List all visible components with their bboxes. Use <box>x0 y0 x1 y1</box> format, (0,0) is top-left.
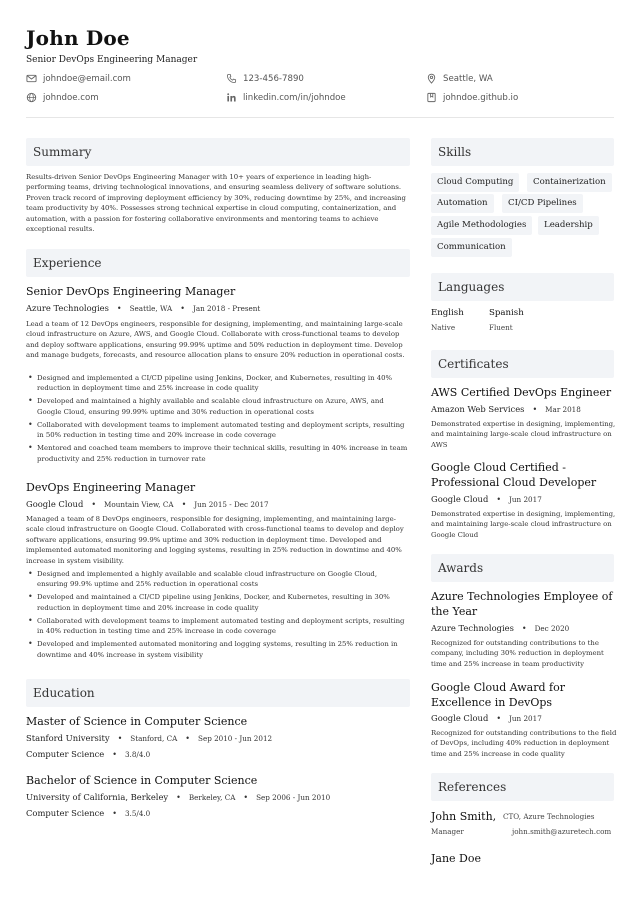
awards-heading: Awards <box>431 554 614 582</box>
experience-heading: Experience <box>26 249 410 277</box>
list-item: • Collaborated with development teams to implement automated testing and deployment scripts, resulting in 50% reduction in testing time and 20% increase in code coverage <box>26 420 410 441</box>
separator-dot: • <box>117 733 123 743</box>
skill-chip: Automation <box>431 194 494 213</box>
header-divider <box>26 117 614 118</box>
education-meta <box>26 792 330 802</box>
separator-dot: • <box>243 792 249 802</box>
phone-text: 123-456-7890 <box>243 73 304 84</box>
award-meta <box>431 713 542 723</box>
field-of-study: Computer Science <box>26 749 105 759</box>
skill-chip: Agile Methodologies <box>431 216 532 235</box>
gpa: 3.5/4.0 <box>124 808 151 818</box>
certificate-description: Demonstrated expertise in designing, implementing, and maintaining large-scale cloud infrastructure on AWS <box>431 420 616 449</box>
list-item: • Designed and implemented a highly available and scalable cloud infrastructure on Google Cloud, ensuring 99.9% uptime and 25% reduction in operational costs <box>26 569 410 590</box>
award-description: Recognized for outstanding contributions to the company, including 30% reduction in deployment time and 25% increase in team productivity <box>431 639 604 668</box>
globe-icon <box>26 92 37 103</box>
separator-dot: • <box>116 303 122 313</box>
certificate-title: Google Cloud Certified - Professional Cloud Developer <box>431 461 597 489</box>
linkedin-text: linkedin.com/in/johndoe <box>243 92 346 103</box>
summary-text: Results-driven Senior DevOps Engineering Manager with 10+ years of experience in leading high-performing teams, driving technological innovations, and ensuring seamless delivery of software solutions. Proven track record of improving deployment efficiency by 30%, reducing downtime by 25%, and increasing team productivity by 40%. Possesses strong technical expertise in cloud computing, containerization, and automation, with a passion for fostering collaborative environments and mentoring teams to achieve exceptional results. <box>26 173 406 234</box>
award-title: Google Cloud Award for Excellence in DevOps <box>431 681 565 709</box>
school-location: Stanford, CA <box>130 733 178 743</box>
separator-dot: • <box>532 404 538 414</box>
education-field <box>26 808 150 818</box>
job-title: DevOps Engineering Manager <box>26 481 196 494</box>
github-text: johndoe.github.io <box>443 92 519 103</box>
skill-chip: CI/CD Pipelines <box>502 194 583 213</box>
certificates-heading: Certificates <box>431 350 614 378</box>
job-location: Seattle, WA <box>129 303 173 313</box>
job-company: Google Cloud <box>26 499 84 509</box>
certificate-issuer: Amazon Web Services <box>431 404 525 414</box>
location-text: Seattle, WA <box>443 73 493 84</box>
phone-icon <box>226 73 237 84</box>
candidate-name: John Doe <box>26 26 130 50</box>
website-text: johndoe.com <box>43 92 99 103</box>
certificate-date: Mar 2018 <box>545 404 581 414</box>
certificate-issuer: Google Cloud <box>431 494 489 504</box>
contact-email[interactable] <box>26 73 131 84</box>
book-icon <box>426 92 437 103</box>
school-dates: Sep 2006 - Jun 2010 <box>256 792 331 802</box>
award-date: Jun 2017 <box>509 713 542 723</box>
email-text: johndoe@email.com <box>43 73 131 84</box>
separator-dot: • <box>496 494 502 504</box>
reference-name: John Smith, <box>431 810 497 823</box>
job-description: Managed a team of 8 DevOps engineers, responsible for designing, implementing, and maintaining large-scale cloud infrastructure on Google Cloud. Collaborated with cross-functional teams to develop and deploy software applications, ensuring 99.9% uptime and 30% reduction in deployment time. Developed and implemented automated monitoring and logging systems, resulting in 25% reduction in downtime and 40% increase in system visibility. <box>26 515 404 565</box>
award-issuer: Google Cloud <box>431 713 489 723</box>
candidate-title: Senior DevOps Engineering Manager <box>26 55 198 65</box>
linkedin-icon <box>226 92 237 103</box>
summary-heading: Summary <box>26 138 410 166</box>
school-name: Stanford University <box>26 733 110 743</box>
job-meta <box>26 303 260 313</box>
job-bullets <box>26 569 410 663</box>
education-meta <box>26 733 272 743</box>
certificate-meta <box>431 404 581 414</box>
separator-dot: • <box>496 713 502 723</box>
skill-chip: Containerization <box>527 173 612 192</box>
job-company: Azure Technologies <box>26 303 109 313</box>
job-description: Lead a team of 12 DevOps engineers, responsible for designing, implementing, and maintaining large-scale cloud infrastructure on Azure, AWS, and Google Cloud. Collaborate with cross-functional teams to develop and deploy software applications, ensuring 99.99% uptime and 50% reduction in deployment time. Develop and manage budgets, forecasts, and resource allocation plans to ensure 20% reduction in operational costs. <box>26 320 405 360</box>
certificate-description: Demonstrated expertise in designing, implementing, and maintaining large-scale cloud infrastructure on Google Cloud <box>431 510 616 539</box>
location-pin-icon <box>426 73 437 84</box>
list-item: • Designed and implemented a CI/CD pipeline using Jenkins, Docker, and Kubernetes, resulting in 40% reduction in deployment time and 25% increase in code quality <box>26 373 410 394</box>
certificate-meta <box>431 494 542 504</box>
language-name: English <box>431 308 464 318</box>
reference-name: Jane Doe <box>431 852 482 865</box>
certificate-title: AWS Certified DevOps Engineer <box>431 386 612 399</box>
contact-linkedin[interactable] <box>226 92 346 103</box>
gpa: 3.8/4.0 <box>124 749 151 759</box>
separator-dot: • <box>91 499 97 509</box>
job-dates: Jun 2015 - Dec 2017 <box>194 499 269 509</box>
list-item: • Developed and implemented automated monitoring and logging systems, resulting in 25% reduction in downtime and 40% increase in system visibility <box>26 639 410 660</box>
references-heading: References <box>431 773 614 801</box>
skill-chip: Communication <box>431 238 512 257</box>
school-name: University of California, Berkeley <box>26 792 169 802</box>
certificate-date: Jun 2017 <box>509 494 542 504</box>
job-title: Senior DevOps Engineering Manager <box>26 285 236 298</box>
job-meta <box>26 499 269 509</box>
skill-chip: Leadership <box>538 216 599 235</box>
degree-title: Master of Science in Computer Science <box>26 715 248 728</box>
education-field <box>26 749 150 759</box>
award-issuer: Azure Technologies <box>431 623 514 633</box>
language-level: Native <box>431 323 456 332</box>
award-description: Recognized for outstanding contributions to the field of DevOps, including 40% reduction in deployment time and 25% increase in code quality <box>431 729 617 758</box>
award-title: Azure Technologies Employee of the Year <box>431 590 613 618</box>
award-date: Dec 2020 <box>534 623 570 633</box>
degree-title: Bachelor of Science in Computer Science <box>26 774 258 787</box>
skills-heading: Skills <box>431 138 614 166</box>
job-bullets <box>26 373 410 467</box>
school-location: Berkeley, CA <box>188 792 236 802</box>
list-item: • Mentored and coached team members to improve their technical skills, resulting in 40% increase in team productivity and 25% reduction in turnover rate <box>26 443 410 464</box>
separator-dot: • <box>185 733 191 743</box>
education-heading: Education <box>26 679 410 707</box>
job-dates: Jan 2018 - Present <box>192 303 261 313</box>
reference-role: CTO, Azure Technologies <box>503 812 595 821</box>
separator-dot: • <box>112 808 117 818</box>
job-location: Mountain View, CA <box>104 499 174 509</box>
award-meta <box>431 623 569 633</box>
contact-github[interactable] <box>426 92 518 103</box>
language-name: Spanish <box>489 308 524 318</box>
language-level: Fluent <box>489 323 513 332</box>
contact-location <box>426 73 493 84</box>
list-item: • Collaborated with development teams to implement automated testing and deployment scripts, resulting in 40% reduction in testing time and 25% increase in code coverage <box>26 616 410 637</box>
contact-website[interactable] <box>26 92 99 103</box>
field-of-study: Computer Science <box>26 808 105 818</box>
reference-email[interactable]: john.smith@azuretech.com <box>512 827 612 836</box>
separator-dot: • <box>112 749 117 759</box>
list-item: • Developed and maintained a highly available and scalable cloud infrastructure on Azure, AWS, and Google Cloud, ensuring 99.99% uptime and 30% reduction in operational costs <box>26 396 410 417</box>
mail-icon <box>26 73 37 84</box>
languages-heading: Languages <box>431 273 614 301</box>
separator-dot: • <box>521 623 527 633</box>
school-dates: Sep 2010 - Jun 2012 <box>198 733 273 743</box>
reference-position: Manager <box>431 827 464 836</box>
separator-dot: • <box>180 303 185 313</box>
skill-chip: Cloud Computing <box>431 173 519 192</box>
contact-phone[interactable] <box>226 73 304 84</box>
separator-dot: • <box>176 792 181 802</box>
list-item: • Developed and maintained a CI/CD pipeline using Jenkins, Docker, and Kubernetes, resulting in 30% reduction in deployment time and 20% increase in code quality <box>26 592 410 613</box>
separator-dot: • <box>181 499 187 509</box>
